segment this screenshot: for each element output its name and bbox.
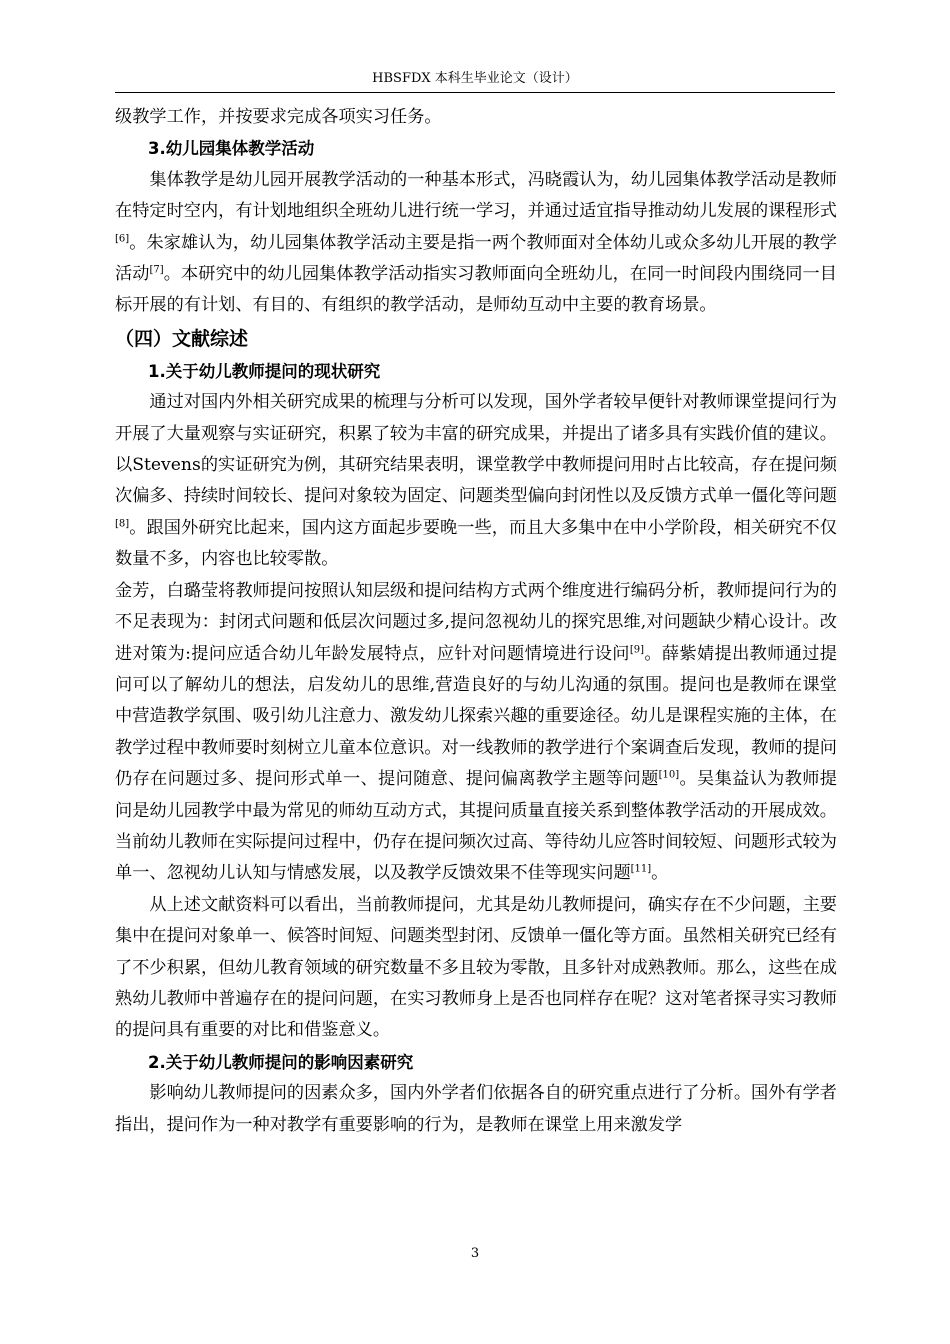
citation-ref: [9]: [629, 643, 645, 655]
section-heading-influencing-factors: 2.关于幼儿教师提问的影响因素研究: [148, 1052, 414, 1072]
paragraph-status-research: 通过对国内外相关研究成果的梳理与分析可以发现，国外学者较早便针对教师课堂提问行为开展了大量观察与实证研究，积累了较为丰富的研究成果，并提出了诸多具有实践价值的建议。以Stevens的实证研究为例，其研究结果表明，课堂教学中教师提问用时占比较高，存在提问频次偏多、持续时间较长、提问对象较为固定、问题类型偏向封闭性以及反馈方式单一僵化等问题[8]。跟国外研究比起来，国内这方面起步要晚一些，而且大多集中在中小学阶段，相关研究不仅数量不多，内容也比较零散。: [115, 392, 837, 570]
paragraph-collective-teaching: 集体教学是幼儿园开展教学活动的一种基本形式，冯晓霞认为，幼儿园集体教学活动是教师在特定时空内，有计划地组织全班幼儿进行统一学习，并通过适宜指导推动幼儿发展的课程形式[6]。朱家雄认为，幼儿园集体教学活动主要是指一两个教师面对全体幼儿或众多幼儿开展的教学活动[7]。本研究中的幼儿园集体教学活动指实习教师面向全班幼儿，在同一时间段内围绕同一目标开展的有计划、有目的、有组织的教学活动，是师幼互动中主要的教育场景。: [115, 169, 837, 316]
page-header: [115, 66, 835, 93]
citation-ref: [11]: [630, 863, 652, 875]
citation-ref: [7]: [149, 264, 164, 276]
paragraph-summary: 从上述文献资料可以看出，当前教师提问，尤其是幼儿教师提问，确实存在不少问题，主要集中在提问对象单一、候答时间短、问题类型封闭、反馈单一僵化等方面。虽然相关研究已经有了不少积累，但幼儿教育领域的研究数量不多且较为零散，且多针对成熟教师。那么，这些在成熟幼儿教师中普遍存在的提问问题，在实习教师身上是否也同样存在呢？这对笔者探寻实习教师的提问具有重要的对比和借鉴意义。: [115, 894, 837, 1041]
citation-ref: [8]: [115, 518, 130, 530]
section-heading-collective-teaching: 3.幼儿园集体教学活动: [148, 139, 315, 159]
document-body: [115, 102, 837, 1141]
section-heading-literature-review: （四）文献综述: [115, 327, 249, 350]
paragraph-continued: 级教学工作，并按要求完成各项实习任务。: [115, 107, 442, 127]
header-title: HBSFDX 本科生毕业论文（设计）: [372, 71, 578, 86]
section-heading-status-research: 1.关于幼儿教师提问的现状研究: [148, 361, 381, 381]
citation-ref: [10]: [658, 769, 680, 781]
citation-ref: [6]: [115, 232, 130, 244]
paragraph-influencing-factors: 影响幼儿教师提问的因素众多，国内外学者们依据各自的研究重点进行了分析。国外有学者指出，提问作为一种对教学有重要影响的行为，是教师在课堂上用来激发学: [115, 1083, 837, 1135]
page-number: 3: [470, 1246, 480, 1261]
paragraph-jin-fang: 金芳，白璐莹将教师提问按照认知层级和提问结构方式两个维度进行编码分析，教师提问行为的不足表现为：封闭式问题和低层次问题过多,提问忽视幼儿的探究思维,对问题缺少精心设计。改进对策为:提问应适合幼儿年龄发展特点，应针对问题情境进行设问[9]。薛紫婧提出教师通过提问可以了解幼儿的想法，启发幼儿的思维,营造良好的与幼儿沟通的氛围。提问也是教师在课堂中营造教学氛围、吸引幼儿注意力、激发幼儿探索兴趣的重要途径。幼儿是课程实施的主体，在教学过程中教师要时刻树立儿童本位意识。对一线教师的教学进行个案调查后发现，教师的提问仍存在问题过多、提问形式单一、提问随意、提问偏离教学主题等问题[10]。吴集益认为教师提问是幼儿园教学中最为常见的师幼互动方式，其提问质量直接关系到整体教学活动的开展成效。当前幼儿教师在实际提问过程中，仍存在提问频次过高、等待幼儿应答时间较短、问题形式较为单一、忽视幼儿认知与情感发展，以及教学反馈效果不佳等现实问题[11]。: [115, 580, 837, 884]
